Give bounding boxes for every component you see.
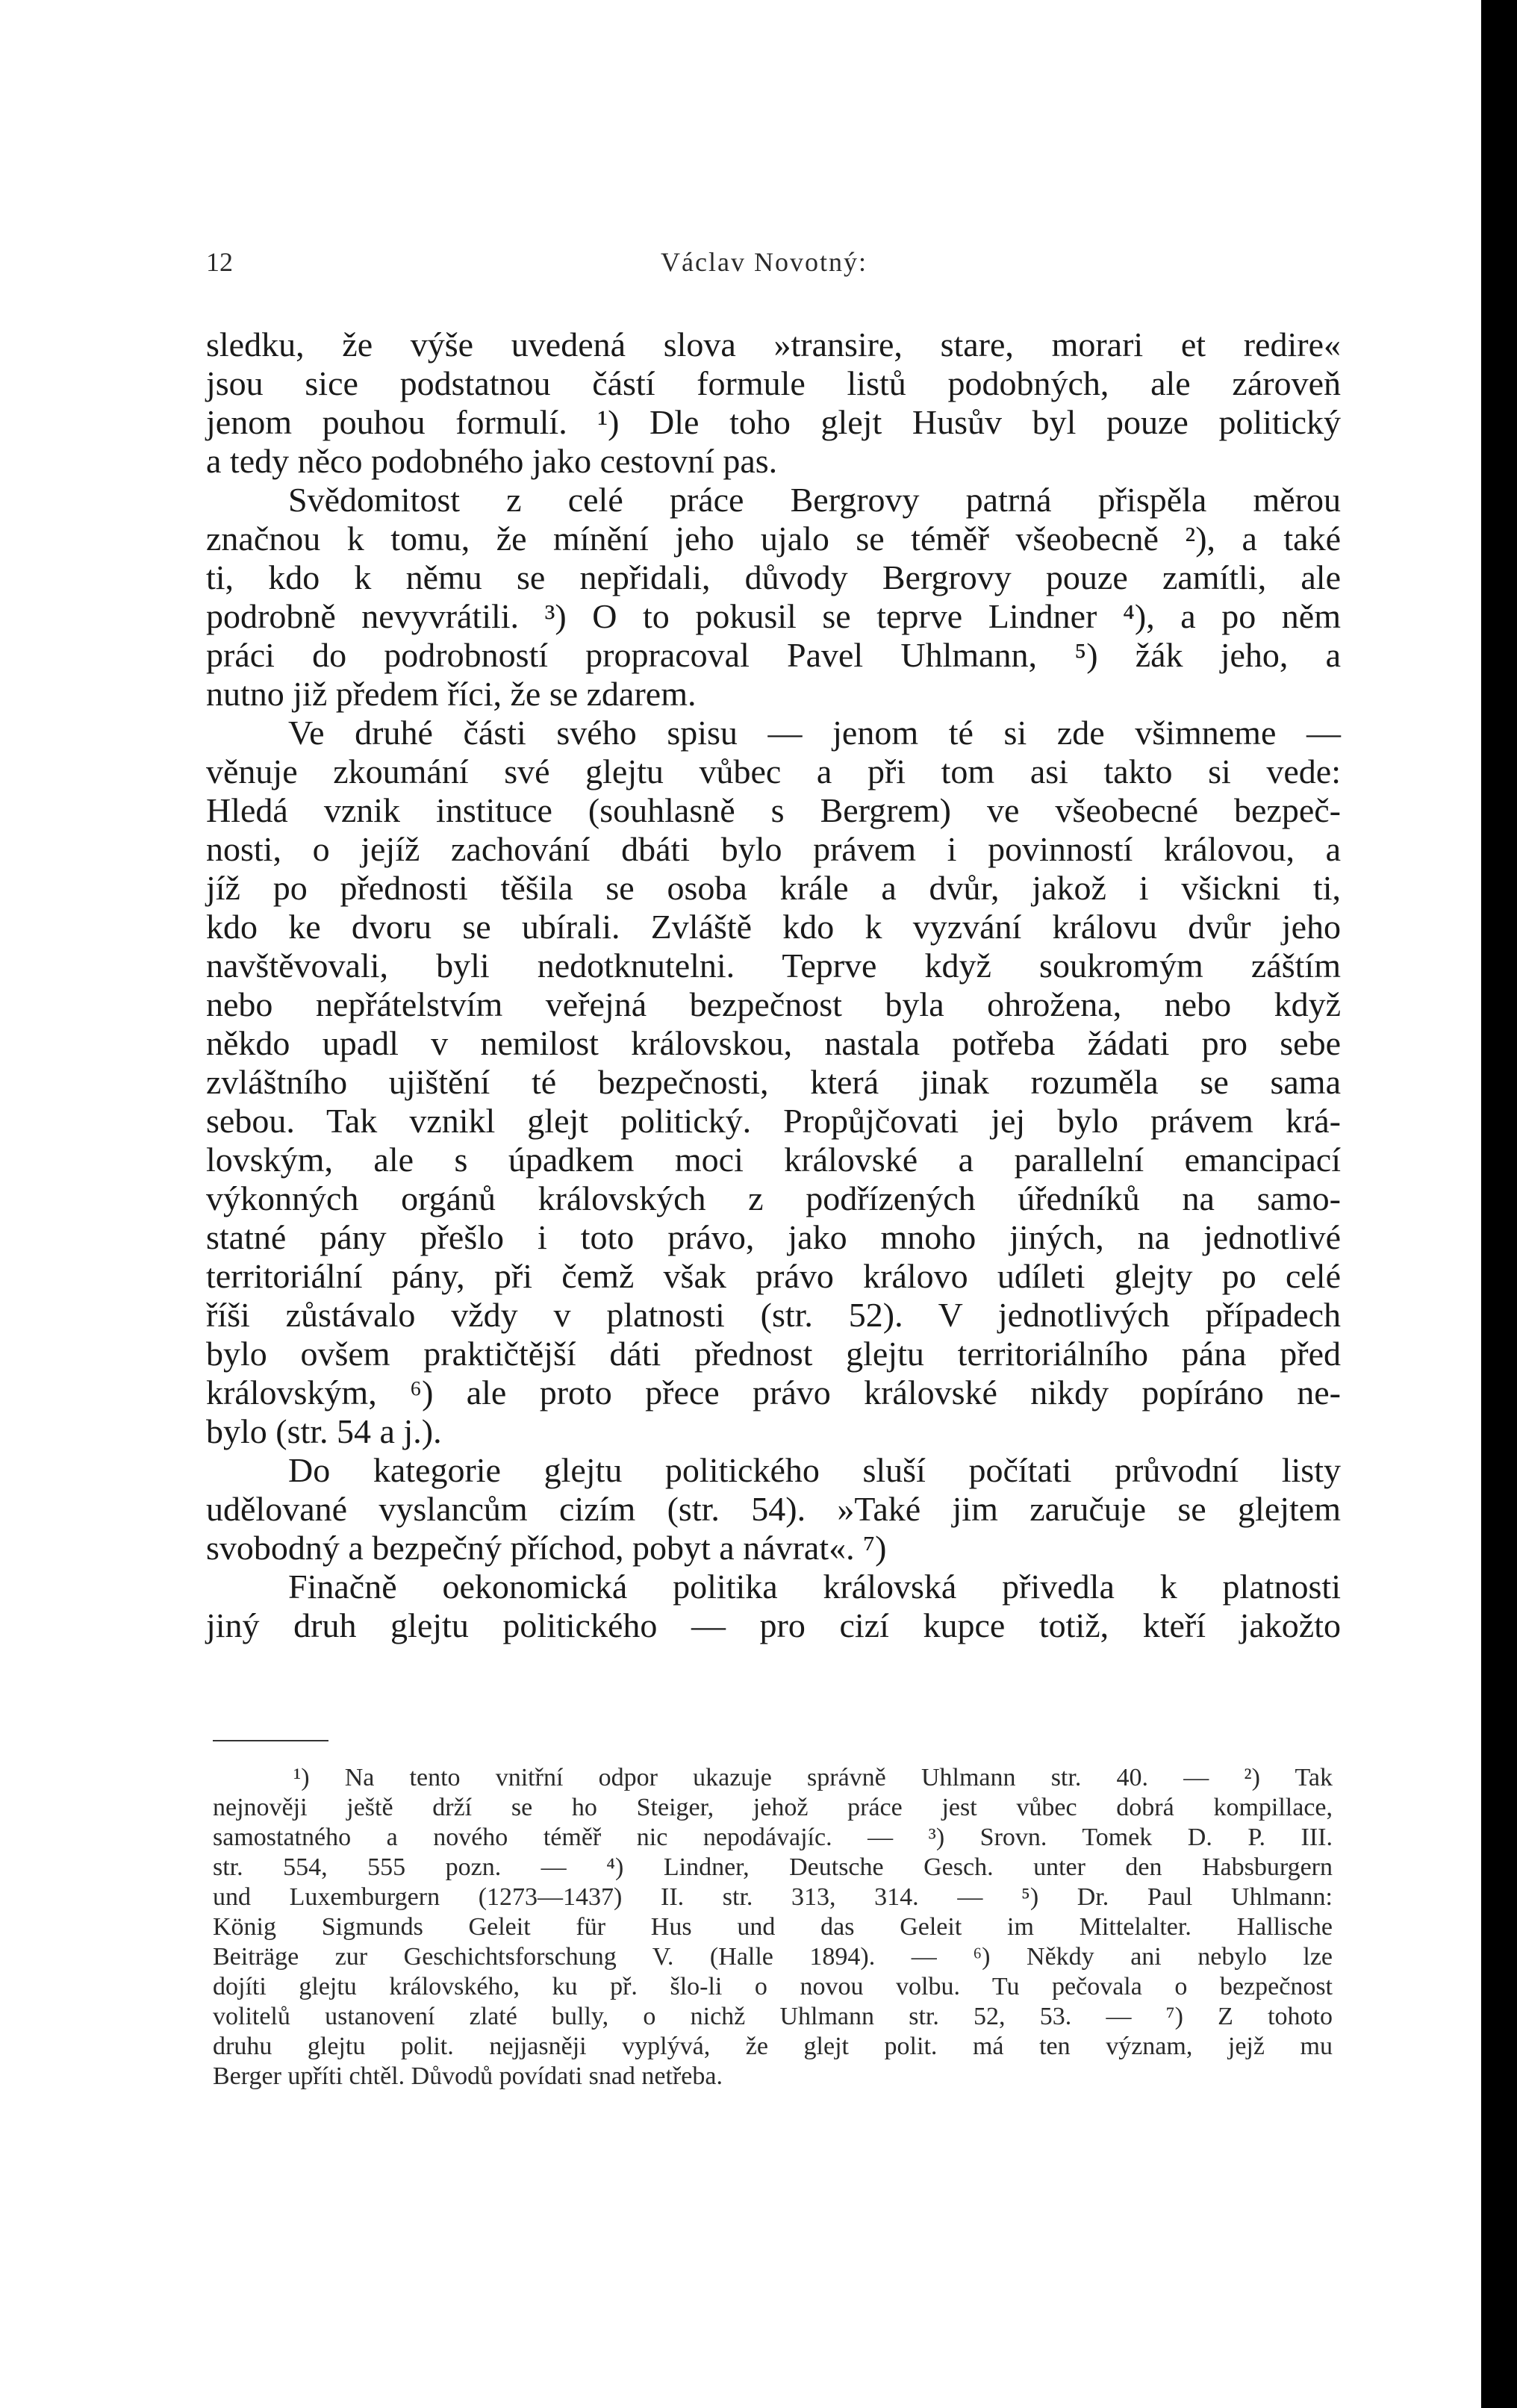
text-line: sebou. Tak vznikl glejt politický. Propůjčovati jej bylo právem krá- [206,1102,1341,1140]
footnote-line: ¹) Na tento vnitřní odpor ukazuje správně Uhlmann str. 40. — ²) Tak [293,1764,1333,1791]
text-line: lovským, ale s úpadkem moci královské a parallelní emancipací [206,1141,1341,1179]
text-line: jsou sice podstatnou částí formule listů podobných, ale zároveň [206,364,1341,402]
text-line: značnou k tomu, že mínění jeho ujalo se téměř všeobecně ²), a také [206,520,1341,558]
text-line: říši zůstávalo vždy v platnosti (str. 52). V jednotlivých případech [206,1296,1341,1334]
paragraph-start: Ve druhé části svého spisu — jenom té si zde všimneme — [288,714,1341,752]
text-line: jiný druh glejtu politického — pro cizí kupce totiž, kteří jakožto [206,1606,1341,1644]
page-number: 12 [206,247,233,277]
text-line: a tedy něco podobného jako cestovní pas. [206,442,778,480]
footnote-line: samostatného a nového téměř nic nepodávajíc. — ³) Srovn. Tomek D. P. III. [213,1824,1333,1851]
text-line: nebo nepřátelstvím veřejná bezpečnost byla ohrožena, nebo když [206,985,1341,1023]
text-line: territoriální pány, při čemž však právo královo udíleti glejty po celé [206,1257,1341,1295]
text-line: nosti, o jejíž zachování dbáti bylo právem i povinností královou, a [206,830,1341,868]
footnote-line: volitelů ustanovení zlaté bully, o nichž Uhlmann str. 52, 53. — ⁷) Z tohoto [213,2003,1333,2030]
paragraph-start: Do kategorie glejtu politického sluší počítati průvodní listy [288,1451,1341,1489]
running-head: Václav Novotný: [661,247,867,277]
text-line: nutno již předem říci, že se zdarem. [206,675,697,713]
text-line: svobodný a bezpečný příchod, pobyt a návrat«. ⁷) [206,1529,887,1567]
text-line: zvláštního ujištění té bezpečnosti, která jinak rozuměla se sama [206,1063,1341,1101]
footnote-line: Berger upříti chtěl. Důvodů povídati snad netřeba. [213,2062,723,2090]
text-line: ti, kdo k němu se nepřidali, důvody Bergrovy pouze zamítli, ale [206,558,1341,596]
text-line: někdo upadl v nemilost královskou, nastala potřeba žádati pro sebe [206,1024,1341,1062]
text-line: kdo ke dvoru se ubírali. Zvláště kdo k vyzvání královu dvůr jeho [206,908,1341,946]
footnote-divider [213,1740,328,1741]
text-line: jenom pouhou formulí. ¹) Dle toho glejt Husův byl pouze politický [206,403,1341,441]
footnote-line: nejnověji ještě drží se ho Steiger, jehož práce jest vůbec dobrá kompillace, [213,1794,1333,1821]
footnote-line: König Sigmunds Geleit für Hus und das Geleit im Mittelalter. Hallische [213,1913,1333,1941]
text-line: jíž po přednosti těšila se osoba krále a dvůr, jakož i všickni ti, [206,869,1341,907]
paragraph-start: Svědomitost z celé práce Bergrovy patrná přispěla měrou [288,481,1341,519]
footnote-line: druhu glejtu polit. nejjasněji vyplývá, že glejt polit. má ten význam, jejž mu [213,2033,1333,2060]
main-text [206,325,1341,1645]
text-line: statné pány přešlo i toto právo, jako mnoho jiných, na jednotlivé [206,1218,1341,1256]
text-line: Hledá vznik instituce (souhlasně s Bergrem) ve všeobecné bezpeč- [206,791,1341,829]
paragraph-start: Finačně oekonomická politika královská přivedla k platnosti [288,1568,1341,1606]
footnote-line: dojíti glejtu královského, ku př. šlo-li o novou volbu. Tu pečovala o bezpečnost [213,1973,1333,2000]
text-line: bylo ovšem praktičtější dáti přednost glejtu territoriálního pána před [206,1335,1341,1373]
footnote-line: und Luxemburgern (1273—1437) II. str. 313, 314. — ⁵) Dr. Paul Uhlmann: [213,1883,1333,1911]
scan-border [1481,0,1517,2408]
page-header [206,246,1322,291]
text-line: věnuje zkoumání své glejtu vůbec a při tom asi takto si vede: [206,752,1341,790]
text-line: práci do podrobností propracoval Pavel Uhlmann, ⁵) žák jeho, a [206,636,1341,674]
text-line: navštěvovali, byli nedotknutelni. Teprve když soukromým záštím [206,946,1341,985]
text-line: podrobně nevyvrátili. ³) O to pokusil se teprve Lindner ⁴), a po něm [206,597,1341,635]
footnotes [213,1763,1333,2092]
text-line: bylo (str. 54 a j.). [206,1412,442,1450]
footnote-line: str. 554, 555 pozn. — ⁴) Lindner, Deutsche Gesch. unter den Habsburgern [213,1853,1333,1881]
text-line: udělované vyslancům cizím (str. 54). »Také jim zaručuje se glejtem [206,1490,1341,1528]
text-line: královským, ⁶) ale proto přece právo královské nikdy popíráno ne- [206,1373,1341,1412]
footnote-line: Beiträge zur Geschichtsforschung V. (Halle 1894). — ⁶) Někdy ani nebylo lze [213,1943,1333,1971]
text-line: sledku, že výše uvedená slova »transire, stare, morari et redire« [206,325,1341,364]
text-line: výkonných orgánů královských z podřízených úředníků na samo- [206,1179,1341,1217]
